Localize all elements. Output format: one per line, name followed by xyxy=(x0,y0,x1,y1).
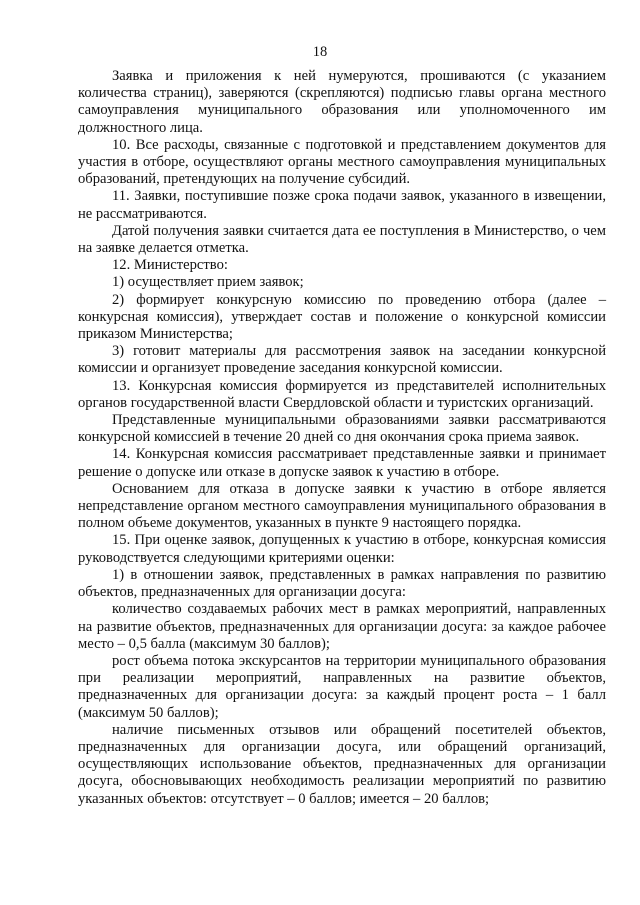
paragraph-criterion-jobs: количество создаваемых рабочих мест в рамках мероприятий, направленных на развитие объектов, предназначенных для организации досуга: за каждое рабочее место – 0,5 балла (максимум 30 баллов); xyxy=(78,601,606,652)
paragraph-13-commission: 13. Конкурсная комиссия формируется из представителей исполнительных органов государственной власти Свердловской области и туристских организаций. xyxy=(78,377,606,411)
document-body xyxy=(78,68,606,808)
page-number: 18 xyxy=(312,44,328,60)
paragraph-12-ministry: 12. Министерство: xyxy=(112,257,228,274)
paragraph-15-item-1: 1) в отношении заявок, представленных в рамках направления по развитию объектов, предназначенных для организации досуга: xyxy=(78,566,606,601)
paragraph-14-decision: 14. Конкурсная комиссия рассматривает представленные заявки и принимает решение о допуске или отказе в допуске заявок к участию в отборе. xyxy=(78,446,606,480)
paragraph-15-criteria: 15. При оценке заявок, допущенных к участию в отборе, конкурсная комиссия руководствуется следующими критериями оценки: xyxy=(78,532,606,566)
paragraph-refusal-grounds: Основанием для отказа в допуске заявки к участию в отборе является непредставление органом местного самоуправления муниципального образования в полном объеме документов, указанных в пункте 9 настоящего порядка. xyxy=(78,480,606,532)
paragraph-criterion-feedback: наличие письменных отзывов или обращений посетителей объектов, предназначенных для организации досуга, или обращений организаций, осуществляющих использование объектов, предназначенных для организации досуга, обосновывающих необходимость реализации мероприятий по развитию указанных объектов: отсутствует – 0 баллов; имеется – 20 баллов; xyxy=(78,721,606,807)
paragraph-11-late-applications: 11. Заявки, поступившие позже срока подачи заявок, указанного в извещении, не рассматриваются. xyxy=(78,188,606,222)
paragraph-application-numbering: Заявка и приложения к ней нумеруются, прошиваются (с указанием количества страниц), заверяются (скрепляются) подписью главы органа местного самоуправления муниципального образования или уполномоченного им должностного лица. xyxy=(78,68,606,136)
paragraph-10-expenses: 10. Все расходы, связанные с подготовкой и представлением документов для участия в отборе, осуществляют органы местного самоуправления муниципальных образований, претендующих на получение субсидий. xyxy=(78,136,606,188)
paragraph-criterion-visitors: рост объема потока экскурсантов на территории муниципального образования при реализации мероприятий, направленных на развитие объектов, предназначенных для организации досуга: за каждый процент роста – 1 балл (максимум 50 баллов); xyxy=(78,652,606,721)
paragraph-review-period: Представленные муниципальными образованиями заявки рассматриваются конкурсной комиссией в течение 20 дней со дня окончания срока приема заявок. xyxy=(78,412,606,446)
paragraph-receipt-date: Датой получения заявки считается дата ее поступления в Министерство, о чем на заявке делается отметка. xyxy=(78,222,606,257)
paragraph-12-item-1: 1) осуществляет прием заявок; xyxy=(112,274,304,291)
paragraph-12-item-3: 3) готовит материалы для рассмотрения заявок на заседании конкурсной комиссии и организует проведение заседания конкурсной комиссии. xyxy=(78,343,606,377)
paragraph-12-item-2: 2) формирует конкурсную комиссию по проведению отбора (далее – конкурсная комиссия), утверждает состав и положение о конкурсной комиссии приказом Министерства; xyxy=(78,291,606,343)
